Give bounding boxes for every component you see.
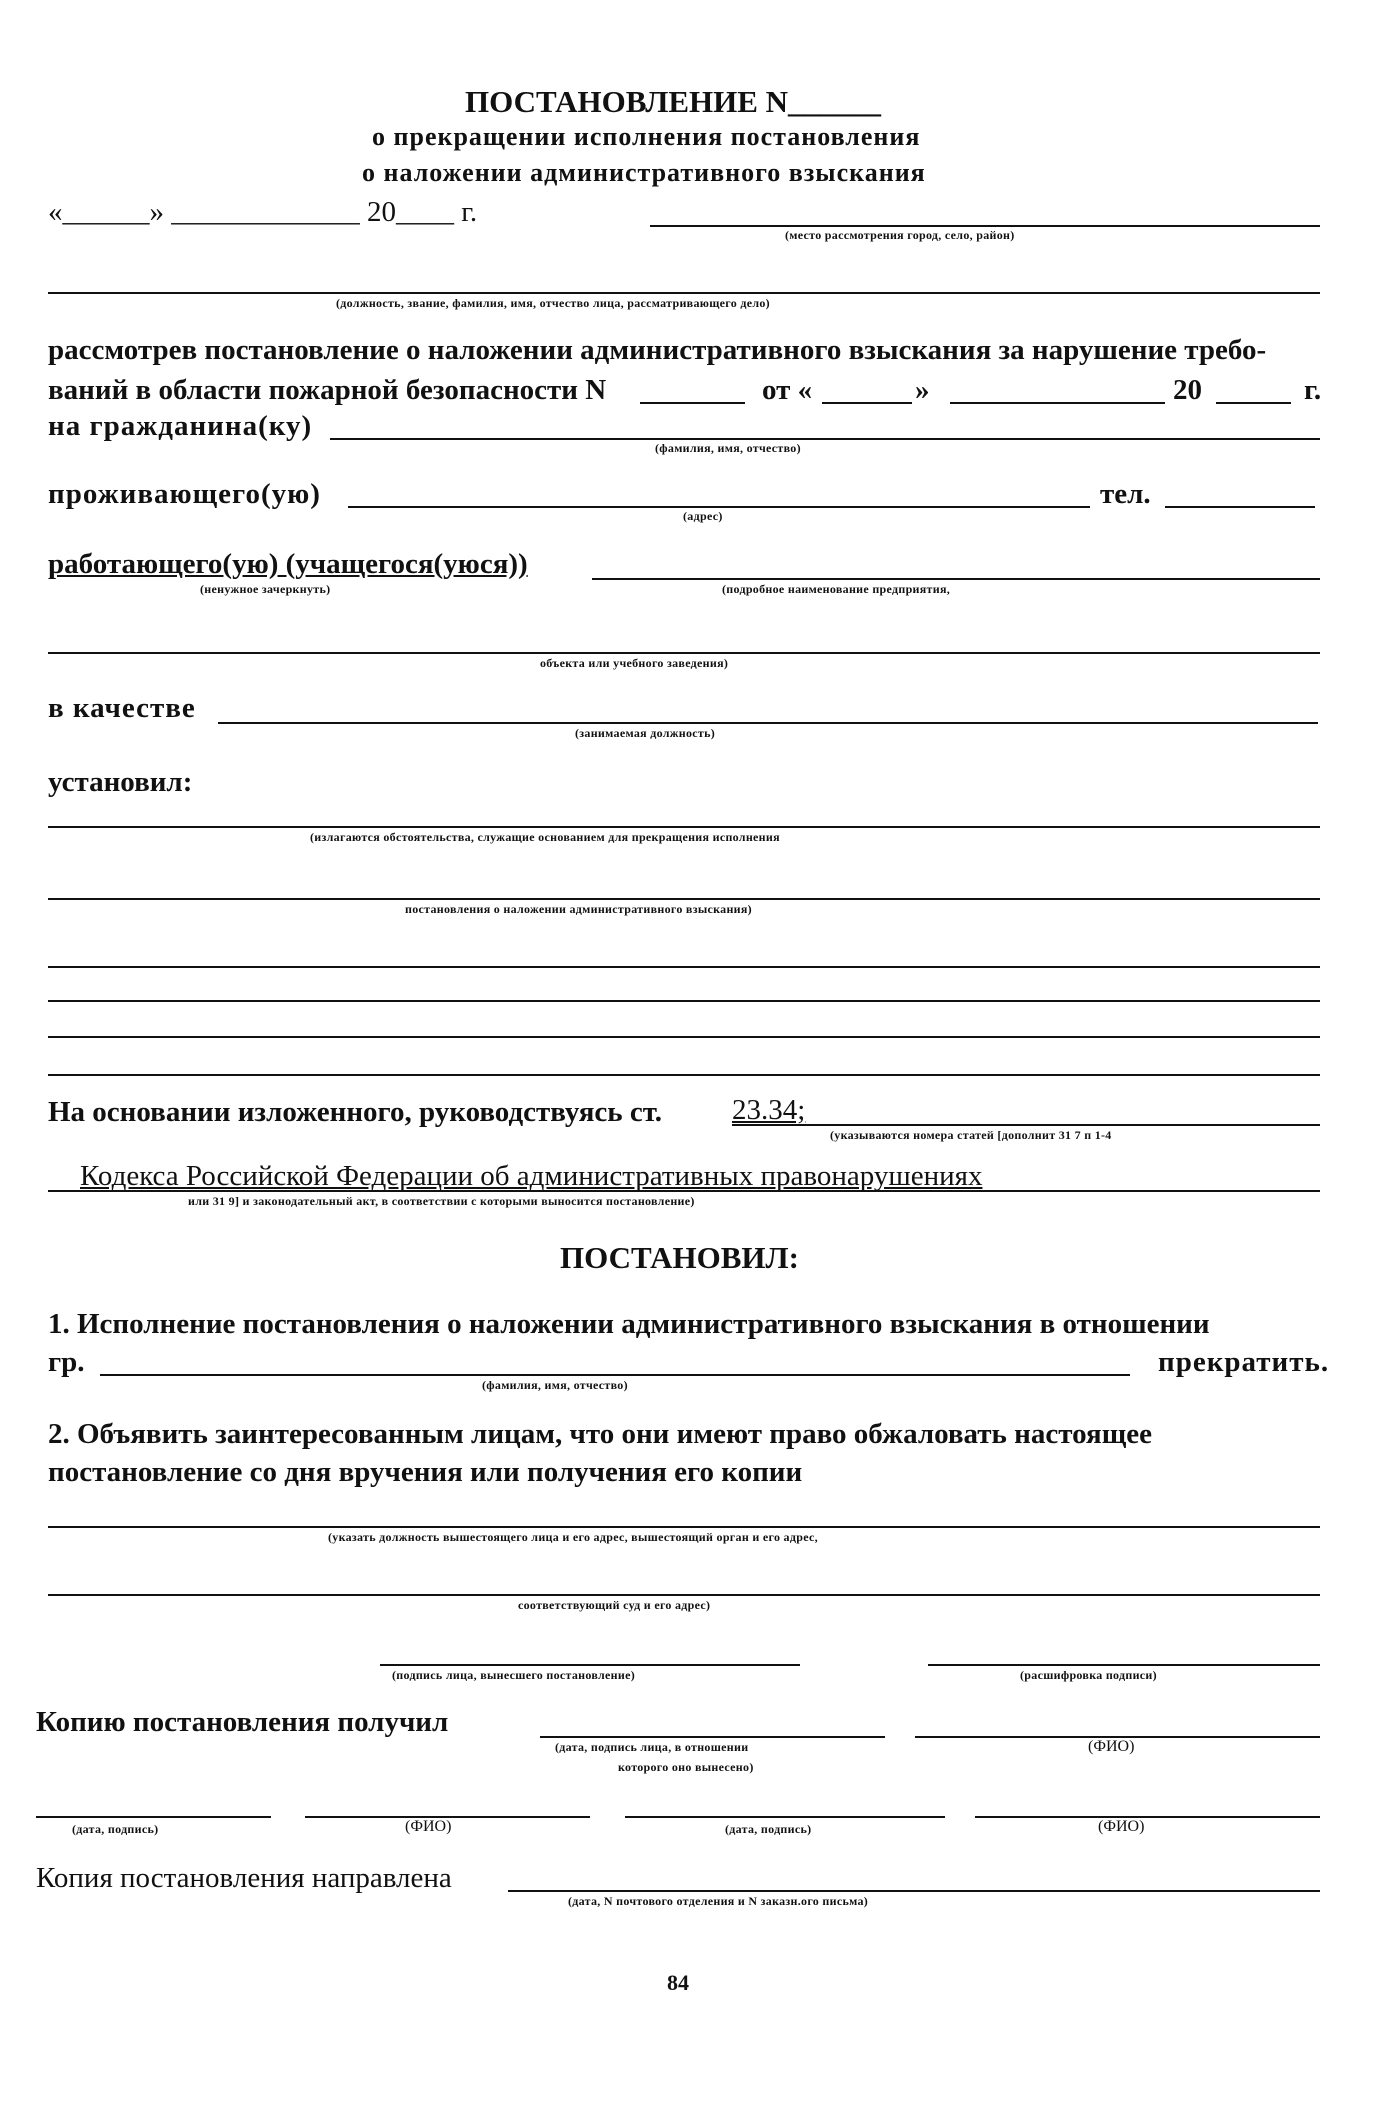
witness2-fio-caption: (ФИО) bbox=[1098, 1818, 1145, 1835]
sent-label: Копия постановления направлена bbox=[36, 1862, 452, 1894]
basis-article: 23.34; bbox=[732, 1094, 806, 1126]
address-line bbox=[348, 506, 1090, 508]
document-subtitle-2: о наложении административного взыскания bbox=[362, 158, 926, 187]
position-caption: (занимаемая должность) bbox=[575, 726, 716, 740]
document-subtitle-1: о прекращении исполнения постановления bbox=[372, 122, 921, 151]
month-line bbox=[950, 402, 1165, 404]
sent-caption: (дата, N почтового отделения и N заказн.ого письма) bbox=[568, 1894, 869, 1908]
appeal-caption-2: соответствующий суд и его адрес) bbox=[518, 1598, 711, 1612]
date-line: «______» _____________ 20____ г. bbox=[48, 196, 478, 228]
signer-caption: (подпись лица, вынесшего постановление) bbox=[392, 1668, 635, 1682]
work-label: работающего(ую) (учащегося(уюся)) bbox=[48, 548, 528, 580]
considered-line-2e: г. bbox=[1304, 374, 1322, 406]
basis-article-line bbox=[732, 1124, 1320, 1126]
citizen-label: на гражданина(ку) bbox=[48, 410, 313, 442]
established-label: установил: bbox=[48, 766, 193, 798]
sent-line bbox=[508, 1890, 1320, 1892]
citizen-caption: (фамилия, имя, отчество) bbox=[655, 441, 801, 455]
org-line bbox=[48, 652, 1320, 654]
resolved-citizen-line bbox=[100, 1374, 1130, 1376]
resolved-item1-prefix: гр. bbox=[48, 1346, 85, 1378]
established-line-5 bbox=[48, 1036, 1320, 1038]
address-caption: (адрес) bbox=[683, 509, 723, 523]
considered-line-2b: от « bbox=[762, 374, 813, 406]
basis-code-line bbox=[48, 1190, 1320, 1192]
resolved-item2-line2: постановление со дня вручения или получения его копии bbox=[48, 1456, 803, 1488]
received-label: Копию постановления получил bbox=[36, 1706, 449, 1738]
citizen-line bbox=[330, 438, 1320, 440]
basis-article-caption: (указываются номера статей [дополнит 31 7 п 1-4 bbox=[830, 1128, 1112, 1142]
received-fio-caption: (ФИО) bbox=[1088, 1738, 1135, 1755]
place-line bbox=[650, 225, 1320, 227]
established-line-6 bbox=[48, 1074, 1320, 1076]
basis-label: На основании изложенного, руководствуясь ст. bbox=[48, 1096, 663, 1128]
resolved-item2-line1: 2. Объявить заинтересованным лицам, что они имеют право обжаловать настоящее bbox=[48, 1418, 1152, 1450]
considered-line-2c: » bbox=[915, 374, 930, 406]
considered-line-2d: 20 bbox=[1173, 374, 1202, 406]
appeal-caption-1: (указать должность вышестоящего лица и его адрес, вышестоящий орган и его адрес, bbox=[328, 1530, 818, 1544]
basis-code: Кодекса Российской Федерации об административных правонарушениях bbox=[80, 1160, 983, 1192]
received-caption-1: (дата, подпись лица, в отношении bbox=[555, 1740, 749, 1754]
strike-caption: (ненужное зачеркнуть) bbox=[200, 582, 331, 596]
year-line bbox=[1216, 402, 1291, 404]
witness1-date-caption: (дата, подпись) bbox=[72, 1822, 159, 1836]
position-line bbox=[218, 722, 1318, 724]
established-line-2 bbox=[48, 898, 1320, 900]
resolved-heading: ПОСТАНОВИЛ: bbox=[560, 1240, 799, 1275]
established-caption-1: (излагаются обстоятельства, служащие основанием для прекращения исполнения bbox=[310, 830, 780, 844]
phone-label: тел. bbox=[1100, 478, 1151, 510]
received-caption-2: которого оно вынесено) bbox=[618, 1760, 754, 1774]
place-caption: (место рассмотрения город, село, район) bbox=[785, 228, 1015, 242]
appeal-line-2 bbox=[48, 1594, 1320, 1596]
org-caption: (подробное наименование предприятия, bbox=[722, 582, 951, 596]
established-line-4 bbox=[48, 1000, 1320, 1002]
official-caption: (должность, звание, фамилия, имя, отчество лица, рассматривающего дело) bbox=[336, 296, 770, 310]
considered-line-2a: ваний в области пожарной безопасности N bbox=[48, 374, 607, 406]
work-line bbox=[592, 578, 1320, 580]
witness1-fio-caption: (ФИО) bbox=[405, 1818, 452, 1835]
residence-label: проживающего(ую) bbox=[48, 478, 321, 510]
witness2-date-caption: (дата, подпись) bbox=[725, 1822, 812, 1836]
signer-line bbox=[380, 1664, 800, 1666]
basis-code-caption: или 31 9] и законодательный акт, в соответствии с которыми выносится постановление) bbox=[188, 1194, 695, 1208]
established-line-3 bbox=[48, 966, 1320, 968]
decision-number-line bbox=[640, 402, 745, 404]
decode-line bbox=[928, 1664, 1320, 1666]
established-caption-2: постановления о наложении административного взыскания) bbox=[405, 902, 752, 916]
witness1-date-line bbox=[36, 1816, 271, 1818]
witness2-date-line bbox=[625, 1816, 945, 1818]
resolved-item1-suffix: прекратить. bbox=[1158, 1346, 1330, 1378]
org-caption-2: объекта или учебного заведения) bbox=[540, 656, 729, 670]
received-sign-line bbox=[540, 1736, 885, 1738]
established-line-1 bbox=[48, 826, 1320, 828]
document-title: ПОСТАНОВЛЕНИЕ N______ bbox=[465, 84, 882, 119]
witness2-fio-line bbox=[975, 1816, 1320, 1818]
day-line bbox=[822, 402, 912, 404]
phone-line bbox=[1165, 506, 1315, 508]
official-line bbox=[48, 292, 1320, 294]
decode-caption: (расшифровка подписи) bbox=[1020, 1668, 1157, 1682]
resolved-item1-caption: (фамилия, имя, отчество) bbox=[482, 1378, 628, 1392]
page-number: 84 bbox=[667, 1970, 689, 1995]
appeal-line-1 bbox=[48, 1526, 1320, 1528]
position-label: в качестве bbox=[48, 692, 196, 724]
considered-line-1: рассмотрев постановление о наложении административного взыскания за нарушение требо- bbox=[48, 334, 1267, 366]
resolved-item1-line1: 1. Исполнение постановления о наложении административного взыскания в отношении bbox=[48, 1308, 1210, 1340]
